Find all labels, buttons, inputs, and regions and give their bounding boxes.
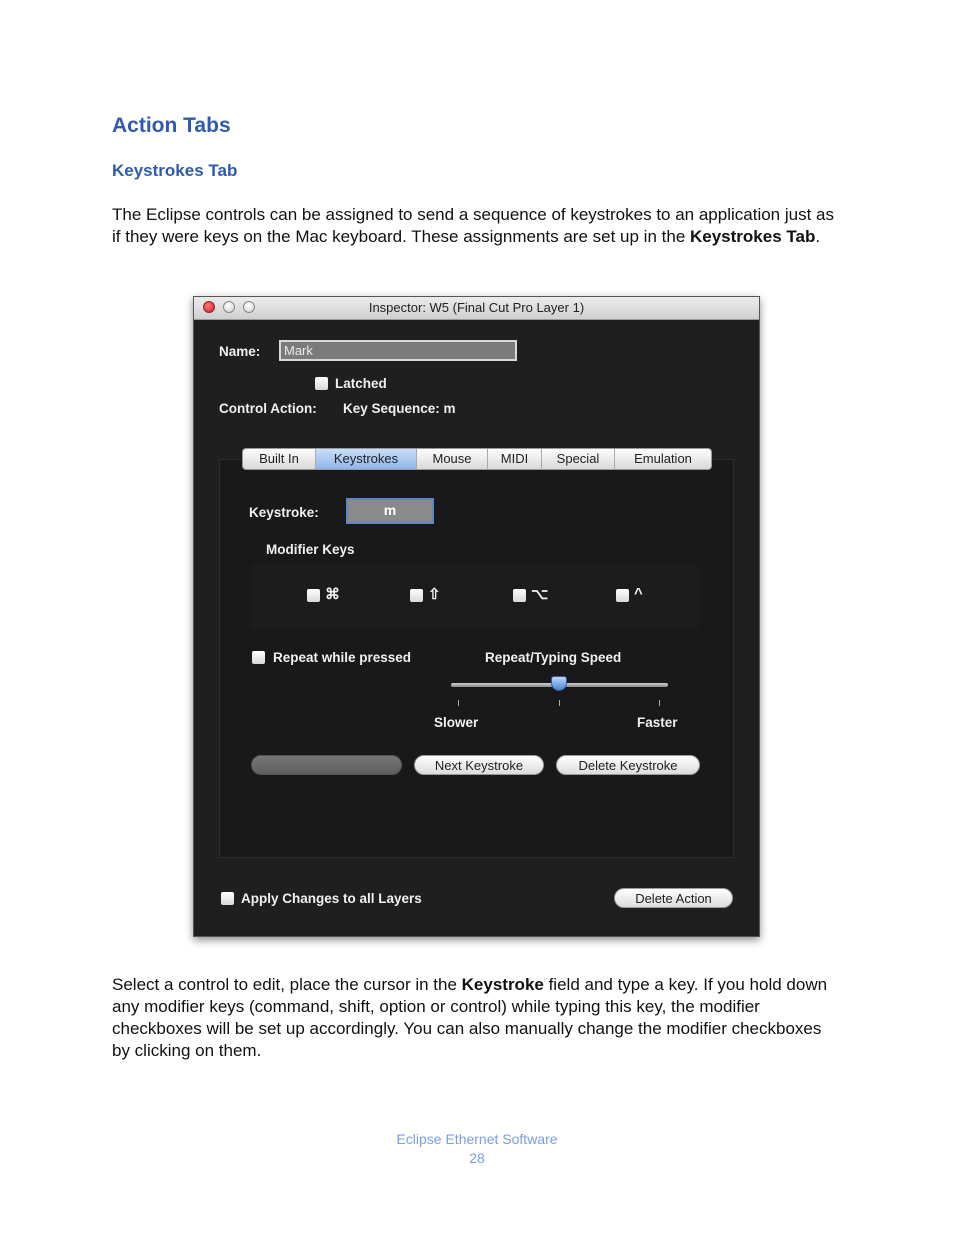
- command-icon: ⌘: [325, 586, 340, 603]
- option-checkbox[interactable]: [513, 589, 526, 602]
- repeat-label: Repeat while pressed: [273, 650, 412, 665]
- keystroke-label: Keystroke:: [249, 505, 319, 520]
- shift-checkbox[interactable]: [410, 589, 423, 602]
- inspector-window: [193, 296, 760, 937]
- tab-special[interactable]: Special: [542, 449, 615, 469]
- tab-built-in[interactable]: Built In: [243, 449, 316, 469]
- action-tabs: [242, 448, 712, 470]
- speed-label: Repeat/Typing Speed: [485, 650, 622, 665]
- shift-icon: ⇧: [428, 586, 441, 603]
- repeat-checkbox[interactable]: [252, 651, 265, 664]
- name-label: Name:: [219, 344, 261, 359]
- tab-keystrokes[interactable]: Keystrokes: [316, 449, 417, 469]
- instructions-paragraph: Select a control to edit, place the cursor in the Keystroke field and type a key. If you hold down any modifier keys (command, shift, option or control) while typing this key, the modifier checkboxes will be set up accordingly. You can also manually change the modifier checkboxes by clicking on them.: [112, 975, 828, 1060]
- control-action-label: Control Action:: [219, 401, 317, 416]
- next-keystroke-button[interactable]: Next Keystroke: [414, 755, 544, 775]
- modifier-keys-label: Modifier Keys: [266, 542, 355, 557]
- slider-tick: [659, 700, 660, 706]
- subsection-heading: Keystrokes Tab: [112, 161, 238, 180]
- name-field[interactable]: Mark: [279, 340, 517, 361]
- slider-tick: [458, 700, 459, 706]
- tab-mouse[interactable]: Mouse: [417, 449, 488, 469]
- page-number: 28: [469, 1150, 485, 1166]
- tab-midi[interactable]: MIDI: [488, 449, 542, 469]
- intro-paragraph: The Eclipse controls can be assigned to send a sequence of keystrokes to an application just as if they were keys on the Mac keyboard. These assignments are set up in the Keystrokes Tab.: [112, 205, 834, 246]
- modifier-keys-group: [251, 564, 699, 630]
- footer-title: Eclipse Ethernet Software: [396, 1131, 558, 1147]
- latched-label: Latched: [335, 376, 387, 391]
- apply-all-checkbox[interactable]: [221, 892, 234, 905]
- slider-tick: [559, 700, 560, 706]
- latched-checkbox[interactable]: [315, 377, 328, 390]
- command-checkbox[interactable]: [307, 589, 320, 602]
- window-title: Inspector: W5 (Final Cut Pro Layer 1): [368, 300, 585, 315]
- delete-keystroke-button[interactable]: Delete Keystroke: [556, 755, 700, 775]
- section-heading: Action Tabs: [112, 114, 231, 137]
- title-bar[interactable]: [194, 297, 759, 320]
- slower-label: Slower: [434, 715, 479, 730]
- control-checkbox[interactable]: [616, 589, 629, 602]
- faster-label: Faster: [637, 715, 678, 730]
- control-icon: ^: [634, 585, 643, 602]
- delete-action-button[interactable]: Delete Action: [614, 888, 733, 908]
- add-keystroke-button-disabled: [251, 755, 402, 775]
- option-icon: ⌥: [531, 586, 549, 603]
- control-action-value: Key Sequence: m: [343, 401, 456, 416]
- keystroke-field[interactable]: m: [346, 498, 434, 524]
- apply-all-label: Apply Changes to all Layers: [241, 891, 422, 906]
- tab-emulation[interactable]: Emulation: [634, 451, 692, 466]
